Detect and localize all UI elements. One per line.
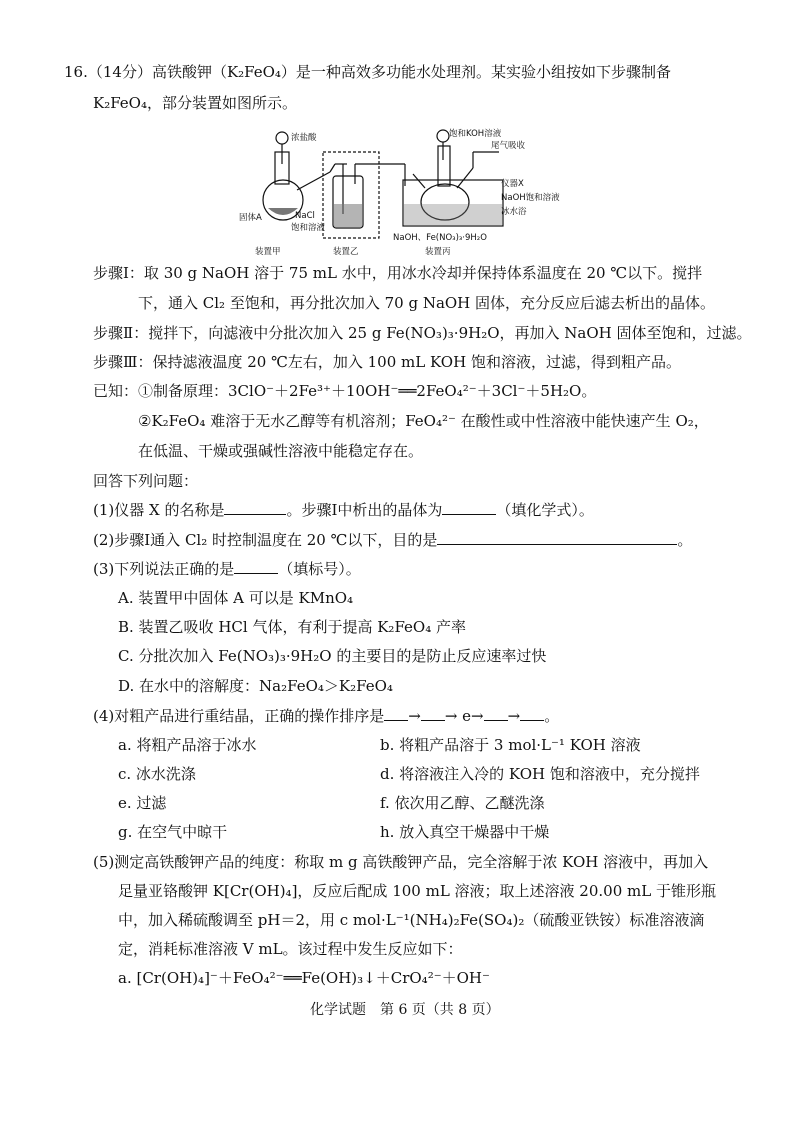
answer-blank <box>384 706 408 721</box>
step-3: 步骤Ⅲ：保持滤液温度 20 ℃左右，加入 100 mL KOH 饱和溶液，过滤，得到粗产品。 <box>93 353 681 371</box>
step-option-b: b. 将粗产品溶于 3 mol·L⁻¹ KOH 溶液 <box>380 736 641 754</box>
arrow-e: → e→ <box>444 707 484 725</box>
part-1 <box>93 500 594 520</box>
label-icebath: 冰水浴 <box>501 207 527 217</box>
known-2-cont: 在低温、干燥或强碱性溶液中能稳定存在。 <box>138 442 424 460</box>
arrow: → <box>408 707 421 725</box>
part-4 <box>93 706 559 726</box>
label-mix: NaOH、Fe(NO₃)₃·9H₂O <box>393 233 487 243</box>
label-bing: 装置丙 <box>425 247 451 257</box>
part-4-text: (4)对粗产品进行重结晶，正确的操作排序是 <box>93 707 385 725</box>
label-koh: 饱和KOH溶液 <box>449 129 502 139</box>
part-5-cont: 定，消耗标准溶液 V mL。该过程中发生反应如下： <box>118 940 463 958</box>
answer-blank <box>437 530 677 545</box>
step-1-cont: 下，通入 Cl₂ 至饱和，再分批次加入 70 g NaOH 固体，充分反应后滤去析出的晶体。 <box>138 294 716 312</box>
step-option-h: h. 放入真空干燥器中干燥 <box>380 823 550 841</box>
part-3 <box>93 559 361 579</box>
question-16-intro-cont: K₂FeO₄，部分装置如图所示。 <box>93 94 297 112</box>
funnel-bulb-hcl <box>276 132 288 144</box>
step-option-f: f. 依次用乙醇、乙醚洗涤 <box>380 794 545 812</box>
part-2-text: 。 <box>677 531 693 549</box>
nacl-solution-fill <box>334 204 362 227</box>
part-5-cont: 中，加入稀硫酸调至 pH＝2，用 c mol·L⁻¹(NH₄)₂Fe(SO₄)₂（硫酸亚铁铵）标准溶液滴 <box>118 911 705 929</box>
solid-a-fill <box>268 208 298 215</box>
step-option-c: c. 冰水洗涤 <box>118 765 196 783</box>
answer-blank <box>224 500 286 515</box>
label-hcl: 浓盐酸 <box>291 133 317 143</box>
label-yi: 装置乙 <box>333 247 359 257</box>
step-option-g: g. 在空气中晾干 <box>118 823 228 841</box>
part-1-text: (1)仪器 X 的名称是 <box>93 501 225 519</box>
part-1-text: 。步骤Ⅰ中析出的晶体为 <box>286 501 443 519</box>
label-tail: 尾气吸收 <box>491 141 526 151</box>
known-2: ②K₂FeO₄ 难溶于无水乙醇等有机溶剂；FeO₄²⁻ 在酸性或中性溶液中能快速产生 O₂， <box>138 412 709 430</box>
label-x: 仪器X <box>501 179 524 189</box>
part-3-text: （填标号）。 <box>278 560 361 578</box>
label-naoh-sat: NaOH饱和溶液 <box>501 193 560 203</box>
part-2-text: (2)步骤Ⅰ通入 Cl₂ 时控制温度在 20 ℃以下，目的是 <box>93 531 438 549</box>
part-5-cont: 足量亚铬酸钾 K[Cr(OH)₄]，反应后配成 100 mL 溶液；取上述溶液 20.00 mL 于锥形瓶 <box>118 882 716 900</box>
step-2: 步骤Ⅱ：搅拌下，向滤液中分批次加入 25 g Fe(NO₃)₃·9H₂O，再加入 NaOH 固体至饱和，过滤。 <box>93 324 752 342</box>
label-jia: 装置甲 <box>255 247 281 257</box>
page-footer: 化学试题 第 6 页（共 8 页） <box>310 1002 500 1018</box>
label-nacl: NaCl <box>295 211 315 221</box>
step-1: 步骤Ⅰ：取 30 g NaOH 溶于 75 mL 水中，用冰水冷却并保持体系温度在 20 ℃以下。搅拌 <box>93 264 703 282</box>
apparatus-diagram <box>235 124 560 258</box>
known-1: 已知：①制备原理：3ClO⁻＋2Fe³⁺＋10OH⁻══2FeO₄²⁻＋3Cl⁻＋5H₂O。 <box>93 382 597 400</box>
answer-blank <box>520 706 544 721</box>
step-option-a: a. 将粗产品溶于冰水 <box>118 736 257 754</box>
ice-water-fill <box>404 204 502 225</box>
answer-blank <box>442 500 496 515</box>
part-1-text: （填化学式）。 <box>496 501 594 519</box>
option-D: D. 在水中的溶解度：Na₂FeO₄＞K₂FeO₄ <box>118 677 393 695</box>
part-4-end: 。 <box>544 707 560 725</box>
step-option-d: d. 将溶液注入冷的 KOH 饱和溶液中，充分搅拌 <box>380 765 700 783</box>
reaction-a: a. [Cr(OH)₄]⁻＋FeO₄²⁻══Fe(OH)₃↓＋CrO₄²⁻＋OH⁻ <box>118 969 490 987</box>
label-solid: 固体A <box>239 213 262 223</box>
option-A: A. 装置甲中固体 A 可以是 KMnO₄ <box>118 589 354 607</box>
question-16-intro: 16.（14分）高铁酸钾（K₂FeO₄）是一种高效多功能水处理剂。某实验小组按如下步骤制备 <box>64 63 671 81</box>
option-B: B. 装置乙吸收 HCl 气体，有利于提高 K₂FeO₄ 产率 <box>118 618 466 636</box>
answer-blank <box>234 559 278 574</box>
answer-blank <box>484 706 508 721</box>
arrow: → <box>507 707 521 725</box>
answer-intro: 回答下列问题： <box>93 472 199 490</box>
step-option-e: e. 过滤 <box>118 794 167 812</box>
funnel-bulb-koh <box>437 130 449 142</box>
part-3-text: (3)下列说法正确的是 <box>93 560 235 578</box>
answer-blank <box>421 706 445 721</box>
part-5: (5)测定高铁酸钾产品的纯度：称取 m g 高铁酸钾产品，完全溶解于浓 KOH 溶液中，再加入 <box>93 853 709 871</box>
label-nacl-sat: 饱和溶液 <box>291 223 326 233</box>
part-2 <box>93 530 692 550</box>
option-C: C. 分批次加入 Fe(NO₃)₃·9H₂O 的主要目的是防止反应速率过快 <box>118 647 547 665</box>
